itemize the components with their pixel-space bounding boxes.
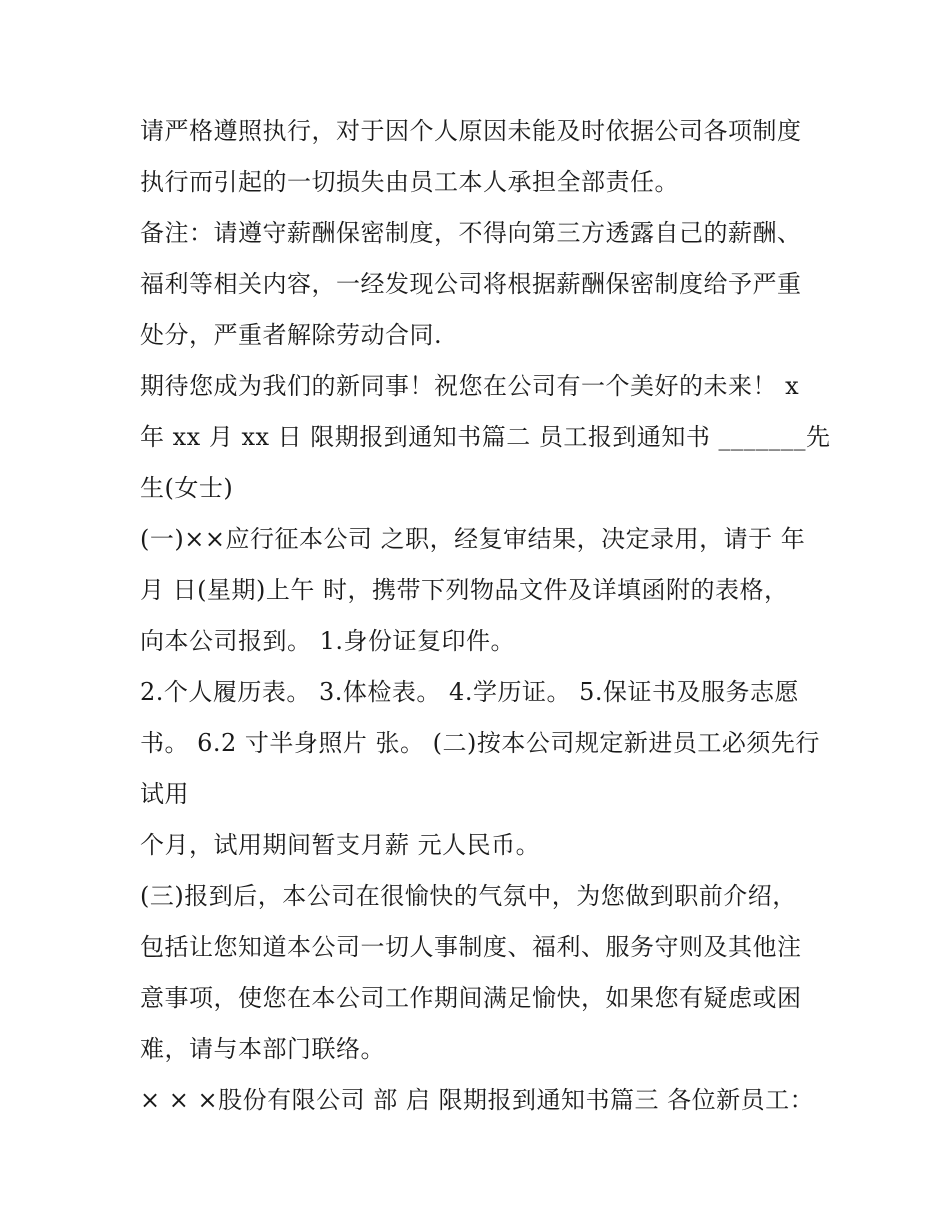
text-line: 福利等相关内容，一经发现公司将根据薪酬保密制度给予严重 (140, 270, 802, 298)
text-line: 年 xx 月 xx 日 限期报到通知书篇二 员工报到通知书 _______先 (140, 423, 831, 451)
text-line: 月 日(星期)上午 时，携带下列物品文件及详填函附的表格， (140, 576, 789, 604)
text-line: 期待您成为我们的新同事！祝您在公司有一个美好的未来！ x (140, 372, 800, 400)
text-line: 备注：请遵守薪酬保密制度，不得向第三方透露自己的薪酬、 (140, 219, 802, 247)
text-line: 请严格遵照执行，对于因个人原因未能及时依据公司各项制度 (140, 117, 802, 145)
text-line: 处分，严重者解除劳动合同. (140, 321, 443, 349)
text-line: (一)××应行征本公司 之职，经复审结果，决定录用，请于 年 (140, 525, 806, 553)
text-line: (三)报到后，本公司在很愉快的气氛中，为您做到职前介绍， (140, 882, 797, 910)
text-line: 执行而引起的一切损失由员工本人承担全部责任。 (140, 168, 679, 196)
text-line: 试用 (140, 780, 189, 808)
text-line: × × ×股份有限公司 部 启 限期报到通知书篇三 各位新员工： (140, 1086, 815, 1114)
text-line: 2.个人履历表。 3.体检表。 4.学历证。 5.保证书及服务志愿 (140, 678, 799, 706)
text-line: 个月，试用期间暂支月薪 元人民币。 (140, 831, 541, 859)
text-line: 包括让您知道本公司一切人事制度、福利、服务守则及其他注 (140, 933, 802, 961)
text-line: 向本公司报到。 1.身份证复印件。 (140, 627, 516, 655)
document-body (140, 106, 830, 1126)
text-line: 生(女士) (140, 474, 234, 502)
text-line: 书。 6.2 寸半身照片 张。 (二)按本公司规定新进员工必须先行 (140, 729, 820, 757)
text-line: 难，请与本部门联络。 (140, 1035, 385, 1063)
text-line: 意事项，使您在本公司工作期间满足愉快，如果您有疑虑或困 (140, 984, 802, 1012)
